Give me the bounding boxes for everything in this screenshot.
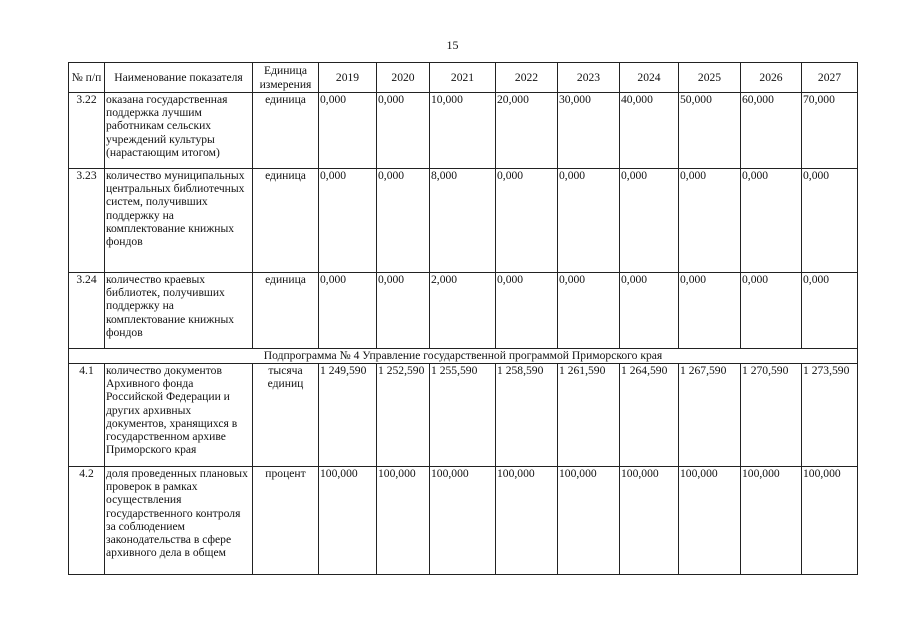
indicators-table	[68, 62, 858, 575]
value-cell: 30,000	[558, 93, 620, 169]
value-cell: 0,000	[802, 169, 858, 273]
value-cell: 50,000	[679, 93, 741, 169]
value-cell: 100,000	[430, 467, 496, 575]
value-cell: 100,000	[802, 467, 858, 575]
value-cell: 1 258,590	[496, 364, 558, 467]
header-year: 2022	[496, 63, 558, 93]
header-year: 2027	[802, 63, 858, 93]
value-cell: 1 267,590	[679, 364, 741, 467]
table-row	[69, 273, 858, 349]
indicator-name: доля проведенных плановых проверок в рамках осуществления государственного контроля за соблюдением законодательства в сфере архивного дела в общем	[105, 467, 253, 575]
header-name: Наименование показателя	[105, 63, 253, 93]
value-cell: 70,000	[802, 93, 858, 169]
value-cell: 0,000	[496, 169, 558, 273]
row-number: 3.24	[69, 273, 105, 349]
header-year: 2025	[679, 63, 741, 93]
value-cell: 0,000	[377, 93, 430, 169]
unit-cell: единица	[253, 93, 319, 169]
value-cell: 0,000	[741, 169, 802, 273]
unit-cell: процент	[253, 467, 319, 575]
value-cell: 0,000	[620, 169, 679, 273]
value-cell: 1 252,590	[377, 364, 430, 467]
header-year: 2020	[377, 63, 430, 93]
value-cell: 1 273,590	[802, 364, 858, 467]
table-row	[69, 93, 858, 169]
value-cell: 0,000	[558, 169, 620, 273]
value-cell: 0,000	[319, 273, 377, 349]
value-cell: 1 270,590	[741, 364, 802, 467]
value-cell: 2,000	[430, 273, 496, 349]
value-cell: 0,000	[377, 273, 430, 349]
value-cell: 100,000	[620, 467, 679, 575]
value-cell: 0,000	[679, 273, 741, 349]
header-year: 2023	[558, 63, 620, 93]
value-cell: 0,000	[802, 273, 858, 349]
row-number: 4.2	[69, 467, 105, 575]
header-year: 2024	[620, 63, 679, 93]
indicator-name: количество муниципальных центральных библиотечных систем, получивших поддержку на комплектование книжных фондов	[105, 169, 253, 273]
unit-cell: единица	[253, 169, 319, 273]
value-cell: 0,000	[558, 273, 620, 349]
value-cell: 1 249,590	[319, 364, 377, 467]
value-cell: 0,000	[741, 273, 802, 349]
subprogram-row	[69, 349, 858, 364]
header-num: № п/п	[69, 63, 105, 93]
unit-cell: тысяча единиц	[253, 364, 319, 467]
unit-cell: единица	[253, 273, 319, 349]
indicator-name: оказана государственная поддержка лучшим работникам сельских учреждений культуры (нарастающим итогом)	[105, 93, 253, 169]
value-cell: 100,000	[558, 467, 620, 575]
table-header-row	[69, 63, 858, 93]
header-unit: Единица измерения	[253, 63, 319, 93]
value-cell: 60,000	[741, 93, 802, 169]
value-cell: 0,000	[496, 273, 558, 349]
value-cell: 0,000	[377, 169, 430, 273]
value-cell: 0,000	[319, 93, 377, 169]
header-year: 2021	[430, 63, 496, 93]
value-cell: 10,000	[430, 93, 496, 169]
value-cell: 20,000	[496, 93, 558, 169]
value-cell: 8,000	[430, 169, 496, 273]
header-year: 2019	[319, 63, 377, 93]
value-cell: 100,000	[496, 467, 558, 575]
row-number: 3.23	[69, 169, 105, 273]
value-cell: 0,000	[319, 169, 377, 273]
indicator-name: количество краевых библиотек, получивших поддержку на комплектование книжных фондов	[105, 273, 253, 349]
value-cell: 1 261,590	[558, 364, 620, 467]
value-cell: 100,000	[319, 467, 377, 575]
row-number: 4.1	[69, 364, 105, 467]
table-row	[69, 169, 858, 273]
indicator-name: количество документов Архивного фонда Российской Федерации и других архивных документов, хранящихся в государственном архиве Приморского края	[105, 364, 253, 467]
table-row	[69, 364, 858, 467]
value-cell: 100,000	[679, 467, 741, 575]
page-number: 15	[446, 38, 459, 52]
header-year: 2026	[741, 63, 802, 93]
subprogram-title: Подпрограмма № 4 Управление государственной программой Приморского края	[69, 349, 858, 364]
value-cell: 100,000	[377, 467, 430, 575]
value-cell: 0,000	[620, 273, 679, 349]
row-number: 3.22	[69, 93, 105, 169]
value-cell: 100,000	[741, 467, 802, 575]
value-cell: 1 264,590	[620, 364, 679, 467]
table-row	[69, 467, 858, 575]
value-cell: 40,000	[620, 93, 679, 169]
value-cell: 0,000	[679, 169, 741, 273]
value-cell: 1 255,590	[430, 364, 496, 467]
